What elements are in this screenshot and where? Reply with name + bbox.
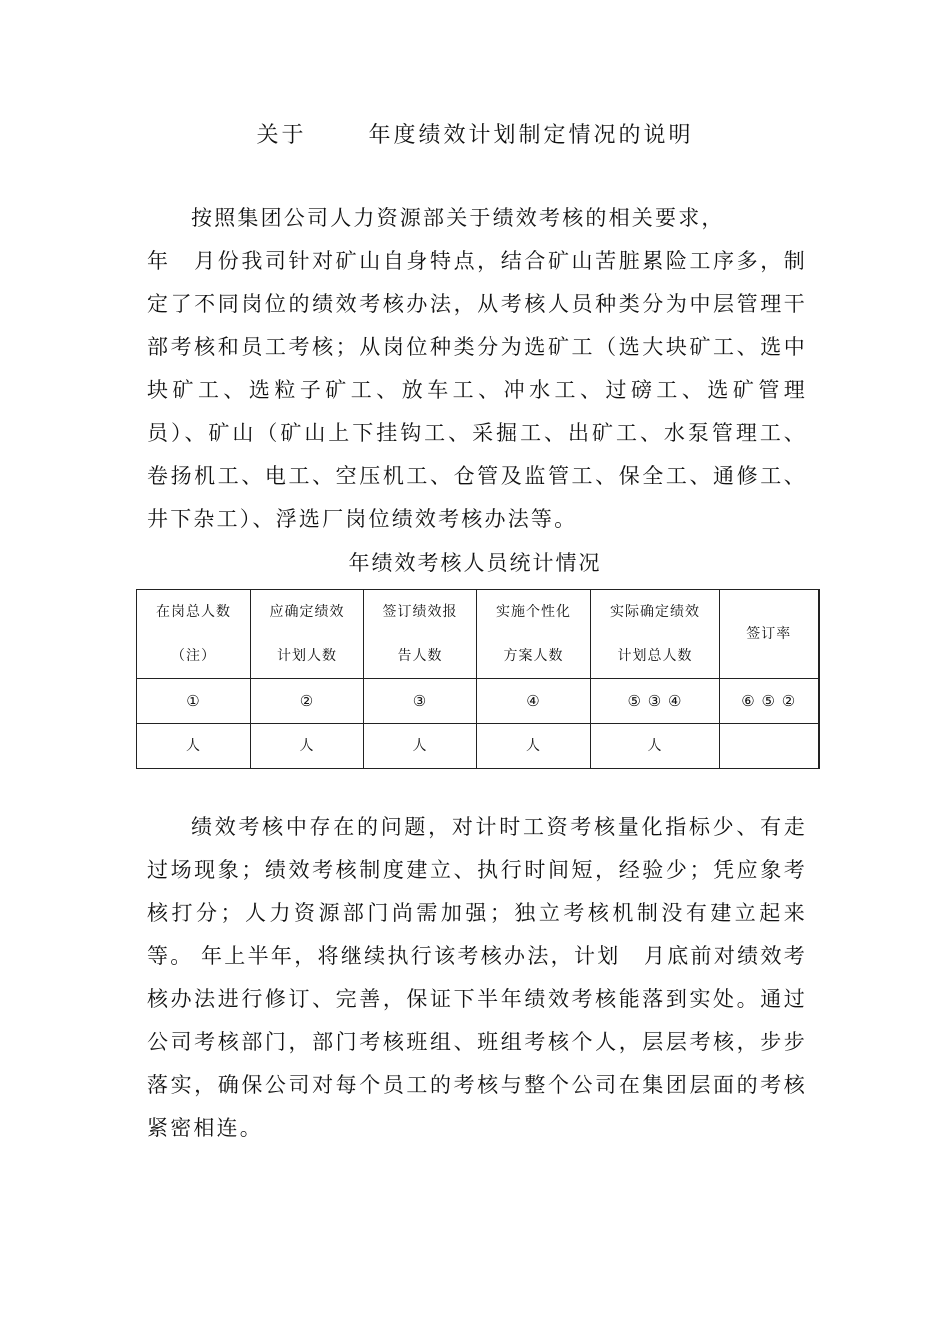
header-cell: 签订率 xyxy=(720,590,819,679)
table-header-row xyxy=(137,590,819,679)
unit-cell: 人 xyxy=(137,724,251,769)
unit-cell: 人 xyxy=(477,724,591,769)
header-cell: 签订绩效报 告人数 xyxy=(364,590,477,679)
code-cell: ④ xyxy=(477,679,591,724)
paragraph-1 xyxy=(147,197,807,541)
unit-cell: 人 xyxy=(591,724,720,769)
code-cell: ① xyxy=(137,679,251,724)
code-cell: ⑥ ⑤ ② xyxy=(720,679,819,724)
paragraph-3: 年上半年，将继续执行该考核办法，计划 月底前对绩效考核办法进行修订、完善，保证下半年绩效考核能落到实处。通过公司考核部门，部门考核班组、班组考核个人，层层考核，步步落实，确保公司对每个员工的考核与整个公司在集团层面的考核紧密相连。 xyxy=(147,944,807,1140)
statistics-table xyxy=(136,589,820,769)
paragraph-1-body: 年 月份我司针对矿山自身特点，结合矿山苦脏累险工序多，制定了不同岗位的绩效考核办法，从考核人员种类分为中层管理干部考核和员工考核；从岗位种类分为选矿工（选大块矿工、选中块矿工、选粒子矿工、放车工、冲水工、过磅工、选矿管理员）、矿山（矿山上下挂钩工、采掘工、出矿工、水泵管理工、卷扬机工、电工、空压机工、仓管及监管工、保全工、通修工、井下杂工）、浮选厂岗位绩效考核办法等。 xyxy=(147,249,807,531)
unit-cell: 人 xyxy=(364,724,477,769)
table-code-row xyxy=(137,679,819,724)
header-cell: 实际确定绩效 计划总人数 xyxy=(591,590,720,679)
code-cell: ⑤ ③ ④ xyxy=(591,679,720,724)
paragraph-2: 绩效考核中存在的问题，对计时工资考核量化指标少、有走过场现象；绩效考核制度建立、执行时间短，经验少；凭应象考核打分；人力资源部门尚需加强；独立考核机制没有建立起来等。 xyxy=(147,815,807,968)
header-cell: 应确定绩效 计划人数 xyxy=(251,590,364,679)
unit-cell: 人 xyxy=(251,724,364,769)
document-title xyxy=(0,118,950,149)
code-cell: ③ xyxy=(364,679,477,724)
title-prefix: 关于 xyxy=(256,123,307,148)
header-cell: 在岗总人数 （注） xyxy=(137,590,251,679)
table-unit-row xyxy=(137,724,819,769)
header-cell: 实施个性化 方案人数 xyxy=(477,590,591,679)
table-caption: 年绩效考核人员统计情况 xyxy=(348,551,602,575)
title-main: 年度绩效计划制定情况的说明 xyxy=(368,123,694,148)
paragraph-1-first-line: 按照集团公司人力资源部关于绩效考核的相关要求， xyxy=(191,206,725,230)
code-cell: ② xyxy=(251,679,364,724)
unit-cell xyxy=(720,724,819,769)
